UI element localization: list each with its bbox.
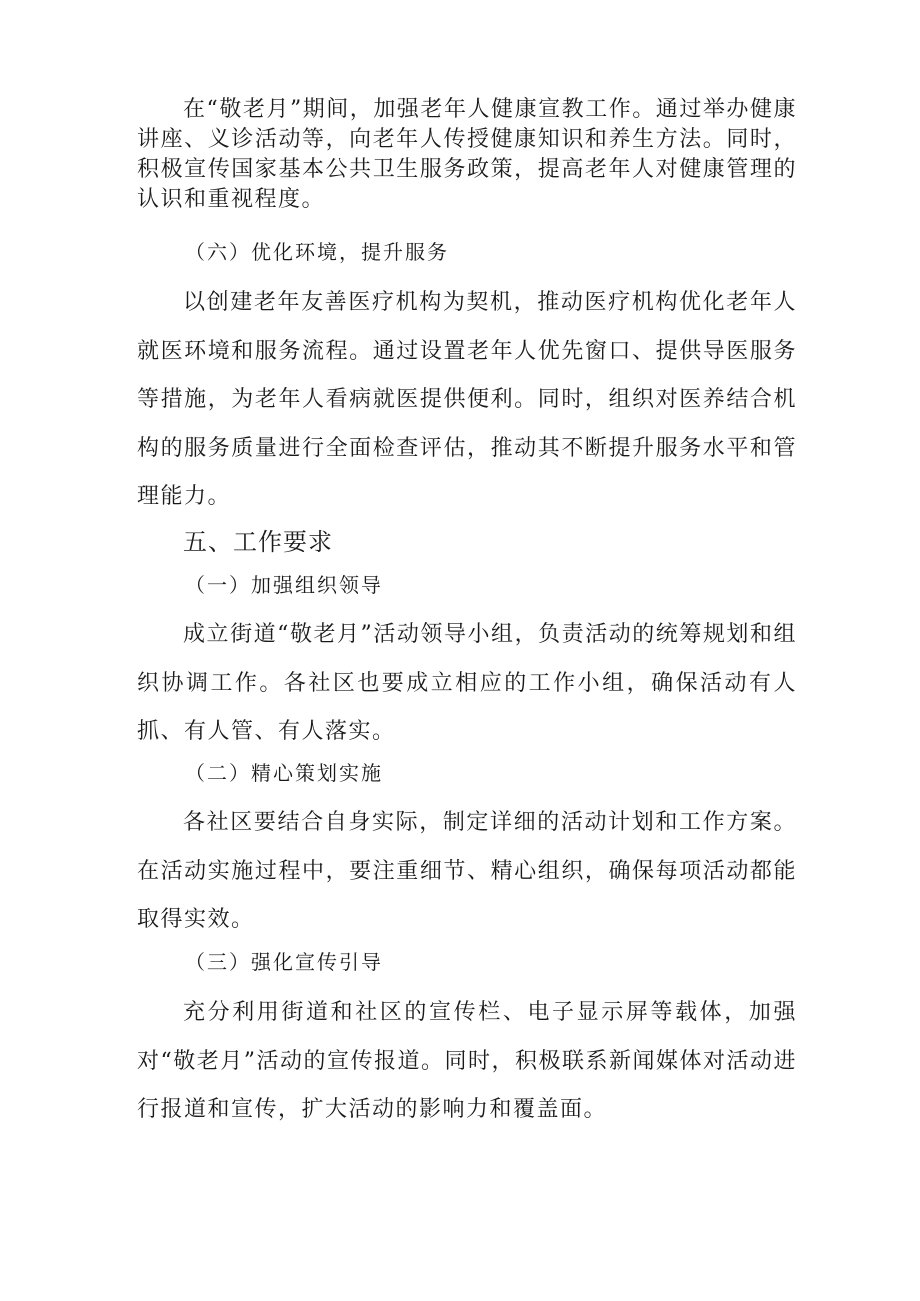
paragraph-health-education: 在“敬老月”期间，加强老年人健康宣教工作。通过举办健康讲座、义诊活动等，向老年人传授健康知识和养生方法。同时，积极宣传国家基本公共卫生服务政策，提高老年人对健康管理的认识和重视程度。 [137, 97, 797, 212]
subheading-publicity: （三）强化宣传引导 [185, 950, 383, 974]
paragraph-publicity: 充分利用街道和社区的宣传栏、电子显示屏等载体，加强对“敬老月”活动的宣传报道。同时，积极联系新闻媒体对活动进行报道和宣传，扩大活动的影响力和覆盖面。 [137, 1000, 797, 1122]
paragraph-activity-plan: 各社区要结合自身实际，制定详细的活动计划和工作方案。在活动实施过程中，要注重细节、精心组织，确保每项活动都能取得实效。 [137, 810, 797, 932]
section-heading-work-requirements: 五、工作要求 [183, 528, 333, 556]
subheading-optimize-environment: （六）优化环境，提升服务 [185, 240, 449, 264]
paragraph-elder-friendly-medical: 以创建老年友善医疗机构为契机，推动医疗机构优化老年人就医环境和服务流程。通过设置老年人优先窗口、提供导医服务等措施，为老年人看病就医提供便利。同时，组织对医养结合机构的服务质量进行全面检查评估，推动其不断提升服务水平和管理能力。 [137, 290, 797, 509]
subheading-careful-planning: （二）精心策划实施 [185, 761, 383, 785]
paragraph-leadership-group: 成立街道“敬老月”活动领导小组，负责活动的统筹规划和组织协调工作。各社区也要成立相应的工作小组，确保活动有人抓、有人管、有人落实。 [137, 622, 797, 744]
subheading-strengthen-leadership: （一）加强组织领导 [185, 573, 383, 597]
